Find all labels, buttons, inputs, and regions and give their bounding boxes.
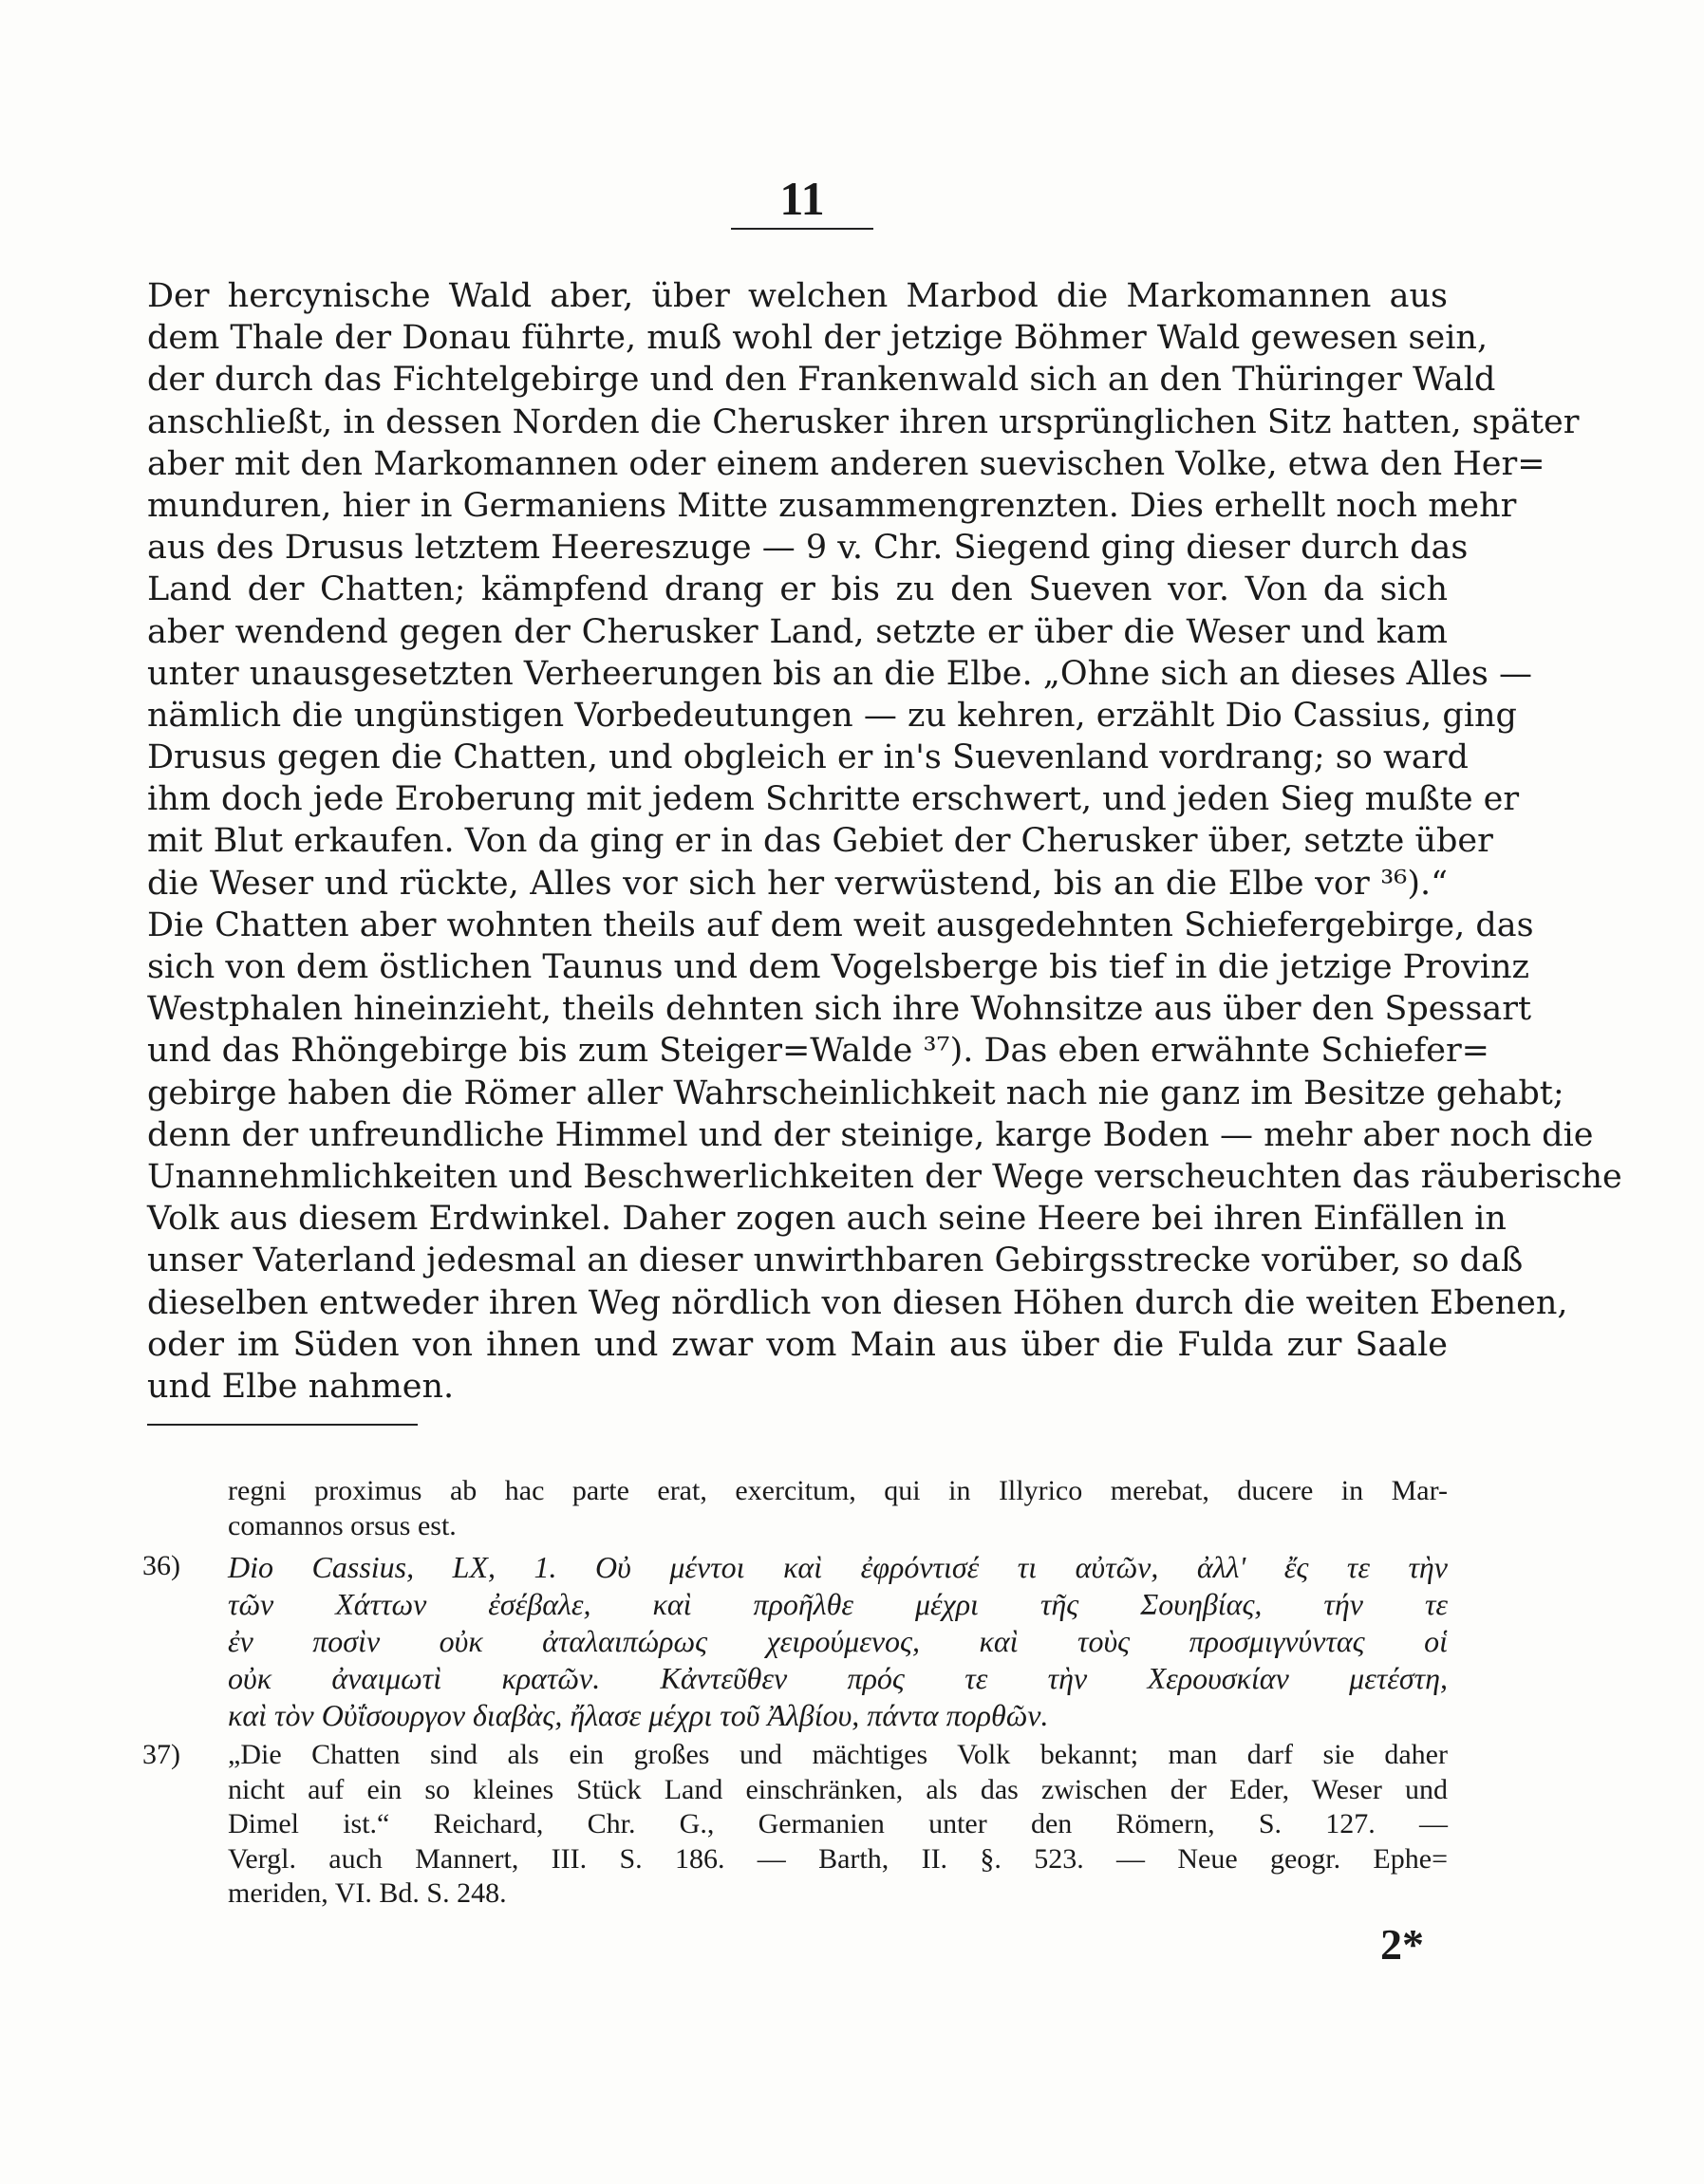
- text-line: die Weser und rückte, Alles vor sich her verwüstend, bis an die Elbe vor ³⁶).“: [147, 864, 1448, 903]
- main-text: [147, 275, 1622, 1408]
- page-number: 11: [779, 172, 825, 225]
- text-line: Land der Chatten; kämpfend drang er bis zu den Sueven vor. Von da sich: [147, 570, 1448, 609]
- text-line: und Elbe nahmen.: [147, 1367, 455, 1406]
- text-line: aber wendend gegen der Cherusker Land, setzte er über die Weser und kam: [147, 612, 1448, 651]
- footnote-line: meriden, VI. Bd. S. 248.: [228, 1877, 507, 1909]
- footnote-continuation: [142, 1474, 1448, 1543]
- page-number-rule: [731, 228, 873, 230]
- text-line: der durch das Fichtelgebirge und den Frankenwald sich an den Thüringer Wald: [147, 361, 1496, 400]
- footnote-number: 37): [142, 1739, 180, 1770]
- text-line: Unannehmlichkeiten und Beschwerlichkeiten der Wege verscheuchten das räuberische: [147, 1157, 1622, 1196]
- footnote-line: ἐν ποσὶν οὐκ ἀταλαιπώρως χειρούμενος, καὶ τοὺς προσμιγνύντας οἱ: [228, 1624, 1448, 1658]
- text-line: aus des Drusus letztem Heereszuge — 9 v. Chr. Siegend ging dieser durch das: [147, 529, 1469, 568]
- signature-mark: 2*: [1380, 1920, 1424, 1969]
- footnote-line: οὐκ ἀναιμωτὶ κρατῶν. Κἀντεῦθεν πρός τε τὴν Χερουσκίαν μετέστη,: [228, 1661, 1448, 1695]
- text-line: denn der unfreundliche Himmel und der steinige, karge Boden — mehr aber noch die: [147, 1115, 1594, 1154]
- footnote-line: regni proximus ab hac parte erat, exercitum, qui in Illyrico merebat, ducere in Mar-: [228, 1475, 1448, 1506]
- footnote-line: Vergl. auch Mannert, III. S. 186. — Barth, II. §. 523. — Neue geogr. Ephe=: [228, 1842, 1448, 1875]
- footnote-number: 36): [142, 1550, 180, 1581]
- footnote-36: [142, 1549, 1448, 1734]
- footnote-line: nicht auf ein so kleines Stück Land einschränken, als das zwischen der Eder, Weser und: [228, 1773, 1448, 1805]
- text-line: dem Thale der Donau führte, muß wohl der jetzige Böhmer Wald gewesen sein,: [147, 319, 1489, 358]
- text-line: ihm doch jede Eroberung mit jedem Schritte erschwert, und jeden Sieg mußte er: [147, 780, 1520, 819]
- text-line: munduren, hier in Germaniens Mitte zusammengrenzten. Dies erhellt noch mehr: [147, 486, 1517, 525]
- text-line: gebirge haben die Römer aller Wahrscheinlichkeit nach nie ganz im Besitze gehabt;: [147, 1073, 1564, 1112]
- text-line: anschließt, in dessen Norden die Cherusker ihren ursprünglichen Sitz hatten, später: [147, 402, 1580, 441]
- text-line: oder im Süden von ihnen und zwar vom Main aus über die Fulda zur Saale: [147, 1325, 1448, 1364]
- footnote-line: „Die Chatten sind als ein großes und mächtiges Volk bekannt; man darf sie daher: [228, 1739, 1448, 1770]
- footnote-rule: [147, 1424, 418, 1426]
- text-line: Westphalen hineinzieht, theils dehnten sich ihre Wohnsitze aus über den Spessart: [147, 990, 1532, 1029]
- text-line: nämlich die ungünstigen Vorbedeutungen — zu kehren, erzählt Dio Cassius, ging: [147, 696, 1517, 735]
- footnote-line: καὶ τὸν Οὐΐσουργον διαβὰς, ἤλασε μέχρι τοῦ Ἀλβίου, πάντα πορθῶν.: [228, 1698, 1049, 1732]
- text-line: Der hercynische Wald aber, über welchen Marbod die Markomannen aus: [147, 277, 1448, 315]
- footnotes: [142, 1474, 1448, 1912]
- footnote-line: comannos orsus est.: [228, 1509, 457, 1541]
- text-line: aber mit den Markomannen oder einem anderen suevischen Volke, etwa den Her=: [147, 444, 1545, 483]
- text-line: sich von dem östlichen Taunus und dem Vogelsberge bis tief in die jetzige Provinz: [147, 948, 1529, 986]
- text-line: Volk aus diesem Erdwinkel. Daher zogen auch seine Heere bei ihren Einfällen in: [147, 1200, 1507, 1239]
- text-line: mit Blut erkaufen. Von da ging er in das Gebiet der Cherusker über, setzte über: [147, 822, 1493, 861]
- footnote-line: Dio Cassius, LX, 1. Οὐ μέντοι καὶ ἐφρόντισέ τι αὐτῶν, ἀλλ' ἔς τε τὴν: [228, 1550, 1448, 1584]
- text-line: und das Rhöngebirge bis zum Steiger=Walde ³⁷). Das eben erwähnte Schiefer=: [147, 1032, 1489, 1071]
- footnote-line: τῶν Χάττων ἐσέβαλε, καὶ προῆλθε μέχρι τῆς Σουηβίας, τήν τε: [228, 1587, 1448, 1621]
- text-line: Die Chatten aber wohnten theils auf dem weit ausgedehnten Schiefergebirge, das: [147, 905, 1534, 944]
- footnote-line: Dimel ist.“ Reichard, Chr. G., Germanien unter den Römern, S. 127. —: [228, 1808, 1448, 1839]
- text-line: unser Vaterland jedesmal an dieser unwirthbaren Gebirgsstrecke vorüber, so daß: [147, 1241, 1524, 1280]
- text-line: dieselben entweder ihren Weg nördlich von diesen Höhen durch die weiten Ebenen,: [147, 1283, 1568, 1322]
- text-line: Drusus gegen die Chatten, und obgleich er in's Suevenland vordrang; so ward: [147, 738, 1469, 777]
- footnote-37: [142, 1738, 1448, 1912]
- text-line: unter unausgesetzten Verheerungen bis an die Elbe. „Ohne sich an dieses Alles —: [147, 654, 1532, 693]
